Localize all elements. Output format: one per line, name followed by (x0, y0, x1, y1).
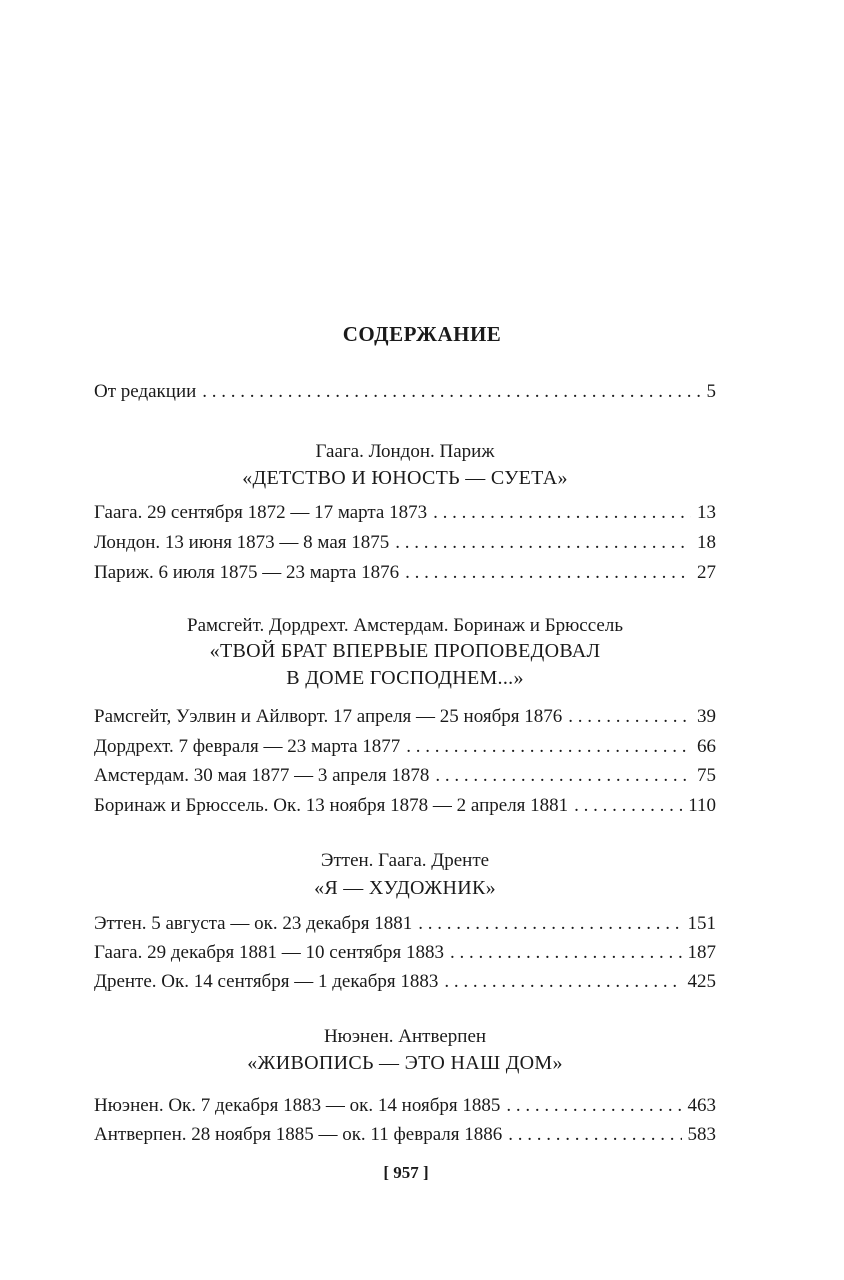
toc-entry-page: 5 (706, 381, 716, 402)
toc-entry-label: Нюэнен. Ок. 7 декабря 1883 — ок. 14 ноября 1885 (94, 1095, 501, 1116)
dot-leader (506, 1092, 681, 1120)
toc-entry-page: 583 (687, 1124, 716, 1145)
toc-entry-page: 13 (697, 502, 716, 523)
toc-entry (94, 910, 716, 938)
toc-entry-label: Антверпен. 28 ноября 1885 — ок. 11 февраля 1886 (94, 1124, 503, 1145)
toc-entry-preface (94, 378, 716, 406)
toc-entry (94, 559, 716, 587)
toc-entry-label: Дренте. Ок. 14 сентября — 1 декабря 1883 (94, 971, 439, 992)
toc-entry-label: Эттен. 5 августа — ок. 23 декабря 1881 (94, 913, 413, 934)
toc-entry-page: 151 (687, 913, 716, 934)
toc-entry-label: От редакции (94, 381, 197, 402)
dot-leader (395, 529, 691, 557)
toc-entry-label: Париж. 6 июля 1875 — 23 марта 1876 (94, 562, 400, 583)
toc-entry-page: 463 (687, 1095, 716, 1116)
toc-entry-label: Боринаж и Брюссель. Ок. 13 ноября 1878 — 2 апреля 1881 (94, 795, 569, 816)
toc-entry (94, 939, 716, 967)
dot-leader (444, 968, 681, 996)
toc-entry (94, 733, 716, 761)
dot-leader (202, 378, 700, 406)
toc-entry (94, 792, 716, 820)
toc-entry (94, 703, 716, 731)
dot-leader (435, 762, 691, 790)
dot-leader (508, 1121, 681, 1149)
dot-leader (406, 733, 691, 761)
section-place-heading: Нюэнен. Антверпен (323, 1026, 487, 1047)
section-quote-heading: «ЖИВОПИСЬ — ЭТО НАШ ДОМ» (247, 1052, 563, 1074)
dot-leader (574, 792, 682, 820)
toc-entry (94, 762, 716, 790)
section-quote-heading: В ДОМЕ ГОСПОДНЕМ...» (286, 667, 524, 689)
section-place-heading: Эттен. Гаага. Дренте (320, 850, 490, 871)
section-quote-heading: «ДЕТСТВО И ЮНОСТЬ — СУЕТА» (242, 467, 568, 489)
toc-entry-label: Дордрехт. 7 февраля — 23 марта 1877 (94, 736, 401, 757)
section-place-heading: Рамсгейт. Дордрехт. Амстердам. Боринаж и Брюссель (187, 615, 623, 636)
toc-entry-page: 27 (697, 562, 716, 583)
dot-leader (450, 939, 682, 967)
page-title: СОДЕРЖАНИЕ (342, 322, 502, 346)
toc-entry-page: 39 (697, 706, 716, 727)
section-quote-heading: «ТВОЙ БРАТ ВПЕРВЫЕ ПРОПОВЕДОВАЛ (209, 640, 601, 662)
toc-entry-label: Рамсгейт, Уэлвин и Айлворт. 17 апреля — 25 ноября 1876 (94, 706, 563, 727)
toc-entry-label: Лондон. 13 июня 1873 — 8 мая 1875 (94, 532, 390, 553)
dot-leader (433, 499, 691, 527)
dot-leader (568, 703, 691, 731)
toc-entry (94, 529, 716, 557)
toc-entry (94, 499, 716, 527)
toc-entry-label: Гаага. 29 сентября 1872 — 17 марта 1873 (94, 502, 428, 523)
toc-entry (94, 968, 716, 996)
toc-entry-page: 110 (688, 795, 716, 816)
toc-entry-label: Гаага. 29 декабря 1881 — 10 сентября 1883 (94, 942, 444, 963)
toc-entry-page: 187 (687, 942, 716, 963)
toc-entry (94, 1121, 716, 1149)
toc-entry-page: 425 (687, 971, 716, 992)
toc-entry-page: 75 (697, 765, 716, 786)
section-place-heading: Гаага. Лондон. Париж (315, 441, 495, 462)
dot-leader (405, 559, 691, 587)
toc-entry-page: 18 (697, 532, 716, 553)
toc-entry-label: Амстердам. 30 мая 1877 — 3 апреля 1878 (94, 765, 430, 786)
dot-leader (418, 910, 681, 938)
section-quote-heading: «Я — ХУДОЖНИК» (314, 877, 496, 899)
toc-entry (94, 1092, 716, 1120)
toc-entry-page: 66 (697, 736, 716, 757)
page-number: [ 957 ] (383, 1163, 429, 1182)
